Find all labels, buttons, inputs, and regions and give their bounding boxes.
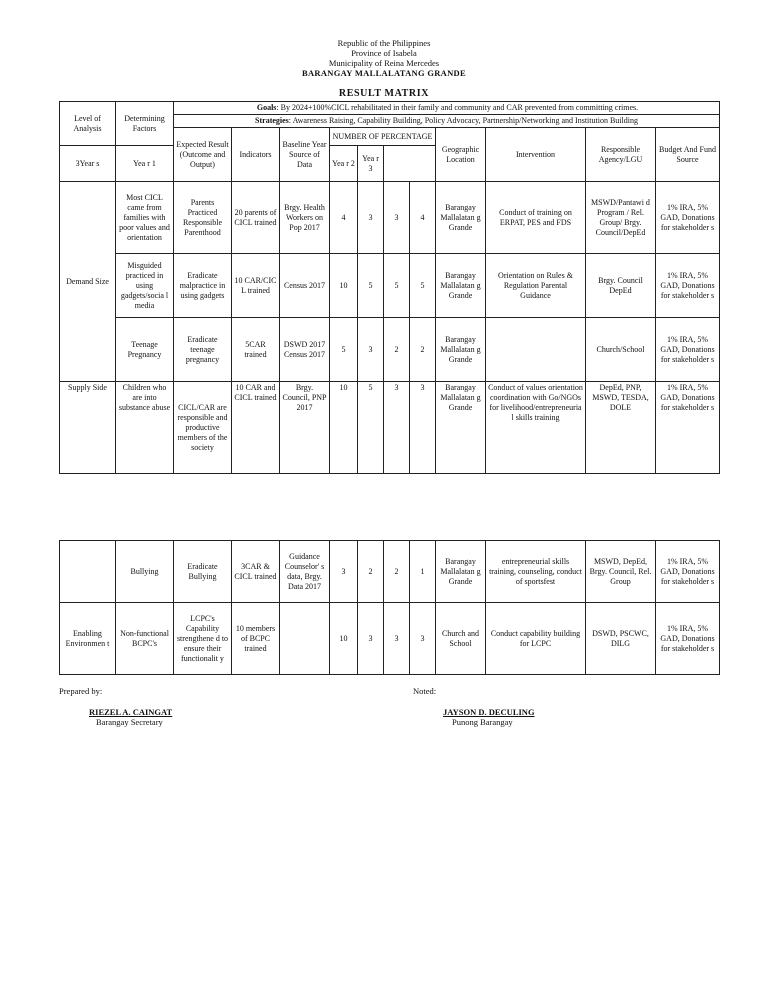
col-baseline: Baseline Year Source of Data [280, 128, 330, 182]
cell-intervention: Conduct capability building for LCPC [486, 603, 586, 675]
cell-baseline: DSWD 2017 Census 2017 [280, 318, 330, 382]
cell-factor: Non-functional BCPC's [116, 603, 174, 675]
cell-expected: CICL/CAR are responsible and productive members of the society [174, 382, 232, 474]
cell-intervention: Conduct of values orientation coordination with Go/NGOs for livelihood/entrepreneuria l skills training [486, 382, 586, 474]
cell-baseline: Guidance Counselor' s data, Brgy. Data 2017 [280, 541, 330, 603]
noted-label: Noted: [413, 686, 437, 696]
result-matrix-continuation [59, 540, 720, 675]
cell-year2: 3 [384, 603, 410, 675]
cell-indicators: 10 CAR and CICL trained [232, 382, 280, 474]
cell-expected: Eradicate Bullying [174, 541, 232, 603]
cell-location: Barangay Mallalatan g Grande [436, 254, 486, 318]
cell-location: Barangay Mallalatan g Grande [436, 182, 486, 254]
cell-location: Church and School [436, 603, 486, 675]
col-number-pct: NUMBER OF PERCENTAGE [330, 128, 436, 146]
table-row [60, 254, 720, 318]
cell-3year: 5 [330, 318, 358, 382]
cell-3year: 10 [330, 603, 358, 675]
col-year1: Yea r 1 [116, 146, 174, 182]
cell-factor: Misguided practiced in using gadgets/socia l media [116, 254, 174, 318]
cell-year2: 2 [384, 318, 410, 382]
cell-year3: 3 [410, 382, 436, 474]
cell-budget: 1% IRA, 5% GAD, Donations for stakeholder s [656, 254, 720, 318]
header-republic: Republic of the Philippines [337, 38, 431, 48]
page-title: RESULT MATRIX [338, 88, 430, 99]
table-row [60, 541, 720, 603]
cell-budget: 1% IRA, 5% GAD, Donations for stakeholder s [656, 541, 720, 603]
cell-indicators: 3CAR & CICL trained [232, 541, 280, 603]
cell-year3: 2 [410, 318, 436, 382]
header-municipality: Municipality of Reina Mercedes [328, 58, 440, 68]
cell-year1: 5 [358, 254, 384, 318]
cell-year1: 3 [358, 603, 384, 675]
goals-row [60, 102, 720, 115]
cell-agency: MSWD, DepEd, Brgy. Council, Rel. Group [586, 541, 656, 603]
cell-3year: 10 [330, 254, 358, 318]
cell-indicators: 10 CAR/CIC L trained [232, 254, 280, 318]
col-year3: Yea r 3 [358, 146, 384, 182]
cell-location: Barangay Mallalatan g Grande [436, 541, 486, 603]
col-agency: Responsible Agency/LGU [586, 128, 656, 182]
col-expected: Expected Result (Outcome and Output) [174, 128, 232, 182]
cell-factor: Teenage Pregnancy [116, 318, 174, 382]
cell-year3: 5 [410, 254, 436, 318]
cell-indicators: 10 members of BCPC trained [232, 603, 280, 675]
header-province: Province of Isabela [351, 48, 417, 58]
cell-budget: 1% IRA, 5% GAD, Donations for stakeholder s [656, 182, 720, 254]
result-matrix-table [59, 101, 720, 474]
col-3year: 3Year s [60, 146, 116, 182]
table-row [60, 182, 720, 254]
strategies-cell [174, 115, 720, 128]
cell-budget: 1% IRA, 5% GAD, Donations for stakeholder s [656, 382, 720, 474]
cell-baseline: Brgy. Council, PNP 2017 [280, 382, 330, 474]
cell-agency: Brgy. Council DepEd [586, 254, 656, 318]
cell-agency: Church/School [586, 318, 656, 382]
cell-agency: DepEd, PNP, MSWD, TESDA, DOLE [586, 382, 656, 474]
cell-year1: 3 [358, 182, 384, 254]
cell-year1: 5 [358, 382, 384, 474]
cell-year3: 3 [410, 603, 436, 675]
strategies-text: : Awareness Raising, Capability Building, Policy Advocacy, Partnership/Networking and Institution Building [288, 116, 638, 125]
col-indicators: Indicators [232, 128, 280, 182]
header-barangay: BARANGAY MALLALATANG GRANDE [302, 68, 466, 78]
noted-name: JAYSON D. DECULING [443, 707, 535, 717]
cell-year3: 4 [410, 182, 436, 254]
cell-intervention: Orientation on Rules & Regulation Parental Guidance [486, 254, 586, 318]
cell-factor: Bullying [116, 541, 174, 603]
cell-expected: LCPC's Capability strengthene d to ensure their functionalit y [174, 603, 232, 675]
cell-intervention [486, 318, 586, 382]
cell-baseline: Census 2017 [280, 254, 330, 318]
cell-year1: 2 [358, 541, 384, 603]
cell-factor: Children who are into substance abuse [116, 382, 174, 474]
cell-intervention: Conduct of training on ERPAT, PES and FDS [486, 182, 586, 254]
strategies-label: Strategies [255, 116, 289, 125]
noted-title: Punong Barangay [452, 717, 513, 727]
cell-agency: MSWD/Pantawi d Program / Rel. Group/ Brgy. Council/DepEd [586, 182, 656, 254]
cell-budget: 1% IRA, 5% GAD, Donations for stakeholder s [656, 603, 720, 675]
table-row [60, 318, 720, 382]
cell-expected: Parents Practiced Responsible Parenthood [174, 182, 232, 254]
cell-location: Barangay Mallalatan g Grande [436, 318, 486, 382]
cell-year2: 2 [384, 541, 410, 603]
table-row [60, 382, 720, 474]
cell-indicators: 5CAR trained [232, 318, 280, 382]
prepared-by-title: Barangay Secretary [96, 717, 163, 727]
prepared-by-name: RIEZEL A. CAINGAT [89, 707, 173, 717]
cell-budget: 1% IRA, 5% GAD, Donations for stakeholder s [656, 318, 720, 382]
cell-level: Enabling Environmen t [60, 603, 116, 675]
col-level: Level of Analysis [60, 102, 116, 146]
cell-intervention: entrepreneurial skills training, counseling, conduct of sportsfest [486, 541, 586, 603]
col-location: Geographic Location [436, 128, 486, 182]
cell-year3: 1 [410, 541, 436, 603]
cell-level [60, 541, 116, 603]
cell-baseline: Brgy. Health Workers on Pop 2017 [280, 182, 330, 254]
goals-label: Goals [256, 103, 277, 112]
cell-baseline [280, 603, 330, 675]
cell-year2: 3 [384, 182, 410, 254]
goals-cell [174, 102, 720, 115]
cell-year2: 5 [384, 254, 410, 318]
cell-expected: Eradicate teenage pregnancy [174, 318, 232, 382]
col-year2: Yea r 2 [330, 146, 358, 182]
prepared-by-label: Prepared by: [59, 686, 103, 696]
cell-factor: Most CICL came from families with poor values and orientation [116, 182, 174, 254]
cell-3year: 4 [330, 182, 358, 254]
cell-3year: 10 [330, 382, 358, 474]
cell-level: Supply Side [60, 382, 116, 474]
col-intervention: Intervention [486, 128, 586, 182]
cell-agency: DSWD, PSCWC, DILG [586, 603, 656, 675]
cell-expected: Eradicate malpractice in using gadgets [174, 254, 232, 318]
cell-level-demand: Demand Size [60, 182, 116, 382]
table-row [60, 603, 720, 675]
goals-text: : By 2024+100%CICL rehabilitated in their family and community and CAR prevented from committing crimes. [276, 103, 639, 112]
col-factors: Determining Factors [116, 102, 174, 146]
col-budget: Budget And Fund Source [656, 128, 720, 182]
cell-location: Barangay Mallalatan g Grande [436, 382, 486, 474]
cell-year1: 3 [358, 318, 384, 382]
cell-year2: 3 [384, 382, 410, 474]
cell-3year: 3 [330, 541, 358, 603]
cell-indicators: 20 parents of CICL trained [232, 182, 280, 254]
